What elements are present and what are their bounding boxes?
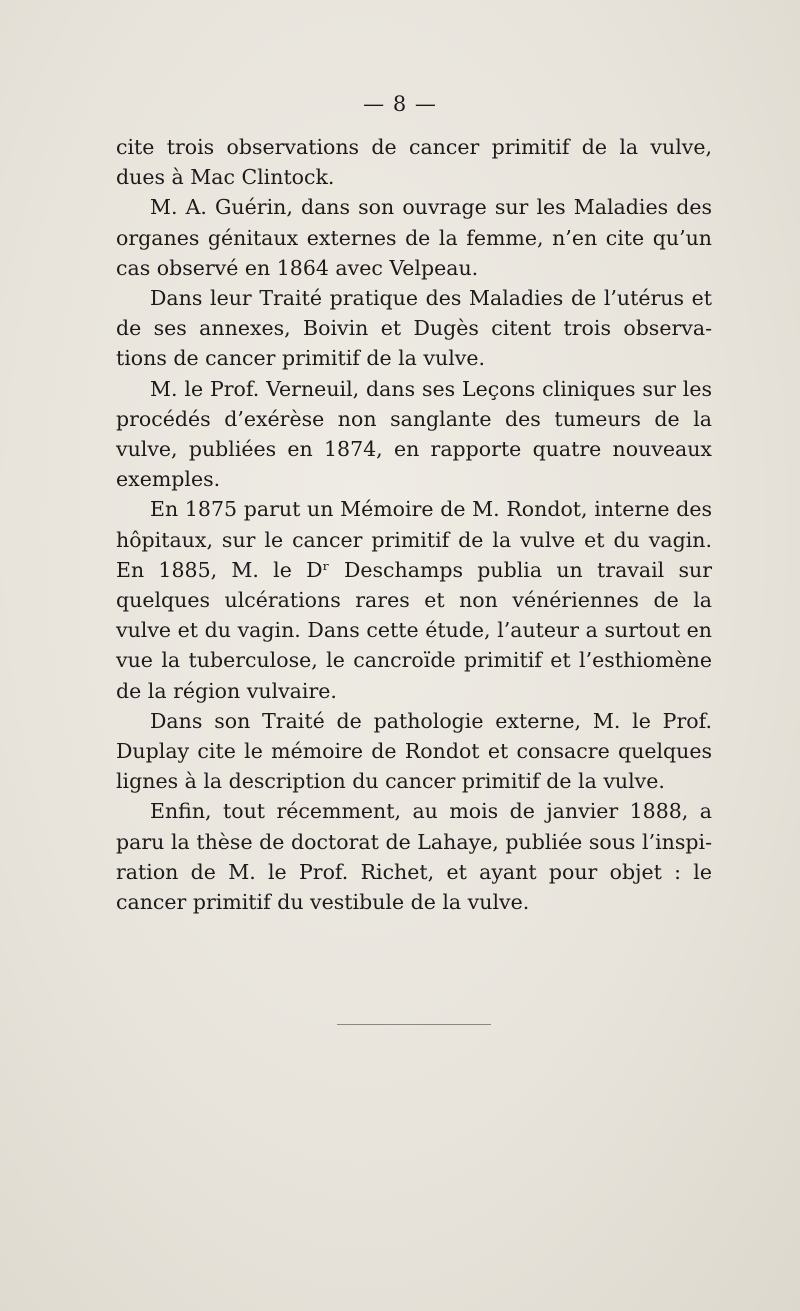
paragraph: Enfin, tout récemment, au mois de janvier 1888, a paru la thèse de doctorat de Lahaye, publiée sous l’inspi-ration de M. le Prof. Richet, et ayant pour objet : le cancer primitif du vestibule de la vulve.: [116, 799, 712, 915]
body-text: [116, 132, 712, 917]
paragraph: M. le Prof. Verneuil, dans ses Leçons cliniques sur les procédés d’exérèse non sanglante des tumeurs de la vulve, publiées en 1874, en rapporte quatre nouveaux exemples.: [116, 376, 712, 492]
paragraph: Dans son Traité de pathologie externe, M. le Prof. Duplay cite le mémoire de Rondot et consacre quelques lignes à la description du cancer primitif de la vulve.: [116, 708, 712, 794]
paragraph: En 1875 parut un Mémoire de M. Rondot, interne des hôpitaux, sur le cancer primitif de la vulve et du vagin. En 1885, M. le Dʳ Deschamps publia un travail sur quelques ulcérations rares et non vénériennes de la vulve et du vagin. Dans cette étude, l’auteur a surtout en vue la tuberculose, le cancroïde primitif et l’esthiomène de la région vulvaire.: [116, 497, 712, 703]
paragraph: Dans leur Traité pratique des Maladies de l’utérus et de ses annexes, Boivin et Dugès citent trois observa-tions de cancer primitif de la vulve.: [116, 286, 712, 371]
section-divider: [337, 1024, 491, 1025]
page-number: — 8 —: [363, 92, 437, 116]
paragraph: cite trois observations de cancer primitif de la vulve, dues à Mac Clintock.: [116, 135, 712, 190]
paragraph: M. A. Guérin, dans son ouvrage sur les Maladies des organes génitaux externes de la femme, n’en cite qu’un cas observé en 1864 avec Velpeau.: [116, 195, 712, 280]
